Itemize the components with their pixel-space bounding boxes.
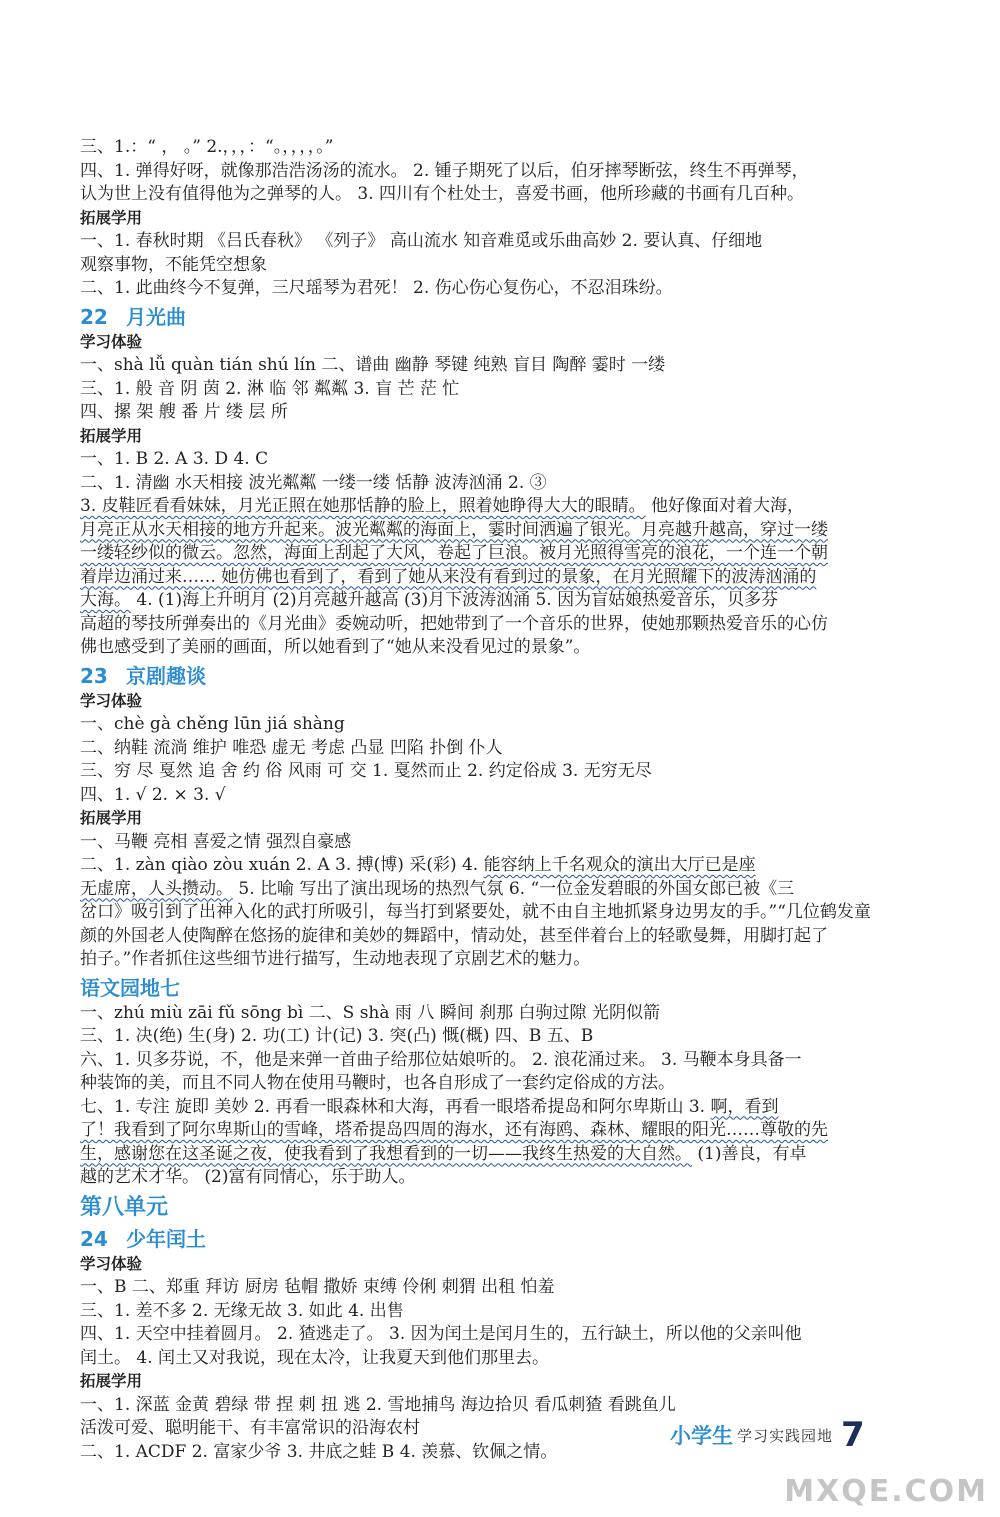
footer-brand: 小学生	[670, 1424, 733, 1448]
underlined-text: 着岸边涌过来…… 她仿佛也看到了，看到了她从来没有看到过的景象，在月光照耀下的波涛汹涌的	[80, 566, 817, 587]
subheading: 学习体验	[80, 332, 143, 351]
subheading: 拓展学用	[80, 208, 143, 227]
text-line: 一、B 二、郑重 拜访 厨房 毡帽 撒娇 束缚 伶俐 刺猬 出租 怕羞	[80, 1277, 555, 1297]
text-line: 越的艺术才华。 (2)富有同情心，乐于助人。	[80, 1167, 416, 1187]
text-span: (1)善良，有卓	[692, 1143, 807, 1164]
text-line: 一、chè gà chěng lūn jiá shàng	[80, 714, 345, 734]
text-line: 三、1. 差不多 2. 无缘无故 3. 如此 4. 出售	[80, 1300, 404, 1321]
text-line: 种装饰的美，而且不同人物在使用马鞭时，也各自形成了一套约定俗成的方法。	[80, 1073, 675, 1093]
text-line: 二、纳鞋 流淌 维护 唯恐 虚无 考虑 凸显 凹陷 扑倒 仆人	[80, 737, 503, 758]
section-heading-yuwen-7: 语文园地七	[80, 975, 180, 1000]
text-line	[80, 878, 900, 902]
text-line: 二、1. 此曲终今不复弹，三尺瑶琴为君死！ 2. 伤心伤心复伤心，不忍泪珠纷。	[80, 278, 673, 298]
section-number: 23	[80, 663, 108, 688]
underlined-text: 月亮正从水天相接的地方升起来。波光粼粼的海面上，霎时间洒遍了银光。月亮越升越高，穿过一缕	[80, 519, 828, 540]
underlined-text: 大海。	[80, 590, 131, 610]
subheading: 学习体验	[80, 1254, 143, 1273]
text-line	[80, 566, 900, 590]
text-line: 四、1. √ 2. × 3. √	[80, 784, 226, 805]
text-line: 一、1. 春秋时期 《吕氏春秋》 《列子》 高山流水 知音难觅或乐曲高妙 2. 要认真、仔细地	[80, 231, 763, 251]
text-line: 一、shà lǚ quàn tián shú lín 二、谱曲 幽静 琴键 纯熟 盲目 陶醉 霎时 一缕	[80, 355, 666, 375]
text-line	[80, 1119, 900, 1143]
text-line: 三、穷 尽 戛然 追 舍 约 俗 风雨 可 交 1. 戛然而止 2. 约定俗成 3. 无穷无尽	[80, 761, 652, 781]
text-line: 三、1. 决(绝) 生(身) 2. 功(工) 计(记) 3. 突(凸) 慨(概) 四、B 五、B	[80, 1026, 594, 1046]
text-line: 高超的琴技所弹奏出的《月光曲》委婉动听，把她带到了一个音乐的世界，使她那颗热爱音乐的心仿	[80, 613, 828, 634]
text-line: 四、摞 架 艘 番 片 缕 层 所	[80, 402, 288, 422]
text-line: 一、1. 深蓝 金黄 碧绿 带 捏 刺 扭 逃 2. 雪地捕鸟 海边拾贝 看瓜刺猹 看跳鱼儿	[80, 1394, 676, 1415]
section-heading-23	[80, 662, 900, 690]
text-line	[80, 1096, 900, 1120]
text-line: 佛也感受到了美丽的画面，所以她看到了“她从来没看见过的景象”。	[80, 637, 591, 657]
footer-series: 学习实践园地	[737, 1426, 834, 1445]
text-span: 4. (1)海上升明月 (2)月亮越升越高 (3)月下波涛汹涌 5. 因为盲姑娘热爱音乐，贝多芬	[131, 590, 779, 610]
underlined-text: 生，感谢您在这圣诞之夜，使我看到了我想看到的一切——我终生热爱的大自然。	[80, 1143, 692, 1164]
text-line: 认为世上没有值得他为之弹琴的人。 3. 四川有个杜处士，喜爱书画，他所珍藏的书画有几百种。	[80, 184, 805, 204]
underlined-text: 一缕轻纱似的微云。忽然，海面上刮起了大风，卷起了巨浪。被月光照得雪亮的浪花，一个连一个朝	[80, 543, 828, 563]
text-line	[80, 854, 900, 878]
text-line: 三、1.：“ ， 。” 2.，，，：“。，，，，。”	[80, 137, 334, 157]
section-heading-24	[80, 1225, 900, 1253]
text-line: 闰土。 4. 闰土又对我说，现在太冷，让我夏天到他们那里去。	[80, 1347, 550, 1368]
text-line: 一、马鞭 亮相 喜爱之情 强烈自豪感	[80, 831, 352, 852]
text-line: 颜的外国老人使陶醉在悠扬的旋律和美妙的舞蹈中，情动处，甚至伴着台上的轻歌曼舞，用脚打起了	[80, 925, 828, 946]
text-line: 四、1. 天空中挂着圆月。 2. 猹逃走了。 3. 因为闰土是闰月生的，五行缺土，所以他的父亲叫他	[80, 1324, 802, 1344]
underlined-text: 无虚席，人头攒动。	[80, 878, 233, 899]
text-span: 七、1. 专注 旋即 美妙 2. 再看一眼森林和大海，再看一眼塔希提岛和阿尔卑斯山 3.	[80, 1096, 711, 1117]
text-line	[80, 1143, 900, 1167]
underlined-text: 3. 皮鞋匠看看妹妹，月光正照在她那恬静的脸上，照着她睁得大大的眼睛。	[80, 496, 646, 516]
text-line	[80, 542, 900, 566]
text-line: 二、1. 清幽 水天相接 波光粼粼 一缕一缕 恬静 波涛汹涌 2. ③	[80, 472, 547, 493]
text-span: 他好像面对着大海，	[645, 496, 805, 516]
unit-heading: 第八单元	[80, 1194, 169, 1220]
text-line: 一、zhú miù zāi fǔ sōng bì 二、S shà 雨 八 瞬间 刹那 白驹过隙 光阴似箭	[80, 1002, 660, 1023]
section-heading-22	[80, 303, 900, 331]
text-line	[80, 519, 900, 543]
text-line: 六、1. 贝多芬说，不，他是来弹一首曲子给那位姑娘听的。 2. 浪花涌过来。 3. 马鞭本身具备一	[80, 1049, 802, 1070]
subheading: 拓展学用	[80, 809, 143, 827]
text-line: 活泼可爱、聪明能干、有丰富常识的沿海农村	[80, 1418, 420, 1438]
text-line	[80, 495, 900, 519]
page-footer	[670, 1415, 865, 1455]
text-line: 二、1. ACDF 2. 富家少爷 3. 井底之蛙 B 4. 羡慕、钦佩之情。	[80, 1441, 558, 1462]
text-line: 拍子。”作者抓住这些细节进行描写，生动地表现了京剧艺术的魅力。	[80, 949, 591, 969]
section-number: 24	[80, 1226, 108, 1251]
text-line	[80, 589, 900, 613]
answer-page	[80, 136, 900, 1464]
section-title: 京剧趣谈	[126, 663, 206, 688]
subheading: 学习体验	[80, 691, 143, 710]
text-line: 三、1. 般 音 阴 茵 2. 淋 临 邻 粼粼 3. 盲 芒 茫 忙	[80, 378, 460, 399]
section-title: 少年闰土	[126, 1226, 206, 1251]
text-span: 二、1. zàn qiào zòu xuán 2. A 3. 搏(博) 采(彩) 4.	[80, 855, 484, 875]
text-line: 一、1. B 2. A 3. D 4. C	[80, 449, 269, 469]
subheading: 拓展学用	[80, 1372, 143, 1390]
text-span: 5. 比喻 写出了演出现场的热烈气氛 6. “一位金发碧眼的外国女郎已被《三	[233, 878, 795, 899]
text-line: 岔口》吸引到了出神入化的武打所吸引，每当打到紧要处，就不由自主地抓紧身边男友的手。”“几位鹤发童	[80, 902, 871, 922]
underlined-text: 啊，看到	[710, 1096, 779, 1117]
underlined-text: 了！我看到了阿尔卑斯山的雪峰，塔希提岛四周的海水，还有海鸥、森林、耀眼的阳光……尊敬的先	[80, 1120, 828, 1140]
text-line: 四、1. 弹得好呀，就像那浩浩汤汤的流水。 2. 锺子期死了以后，伯牙摔琴断弦，终生不再弹琴，	[80, 160, 809, 181]
page-number: 7	[841, 1415, 865, 1455]
subheading: 拓展学用	[80, 426, 143, 445]
section-title: 月光曲	[126, 304, 186, 329]
section-number: 22	[80, 304, 108, 329]
watermark: MXQE.COM	[784, 1474, 988, 1509]
text-line: 观察事物，不能凭空想象	[80, 254, 267, 275]
underlined-text: 能容纳上千名观众的演出大厅已是座	[483, 855, 756, 875]
